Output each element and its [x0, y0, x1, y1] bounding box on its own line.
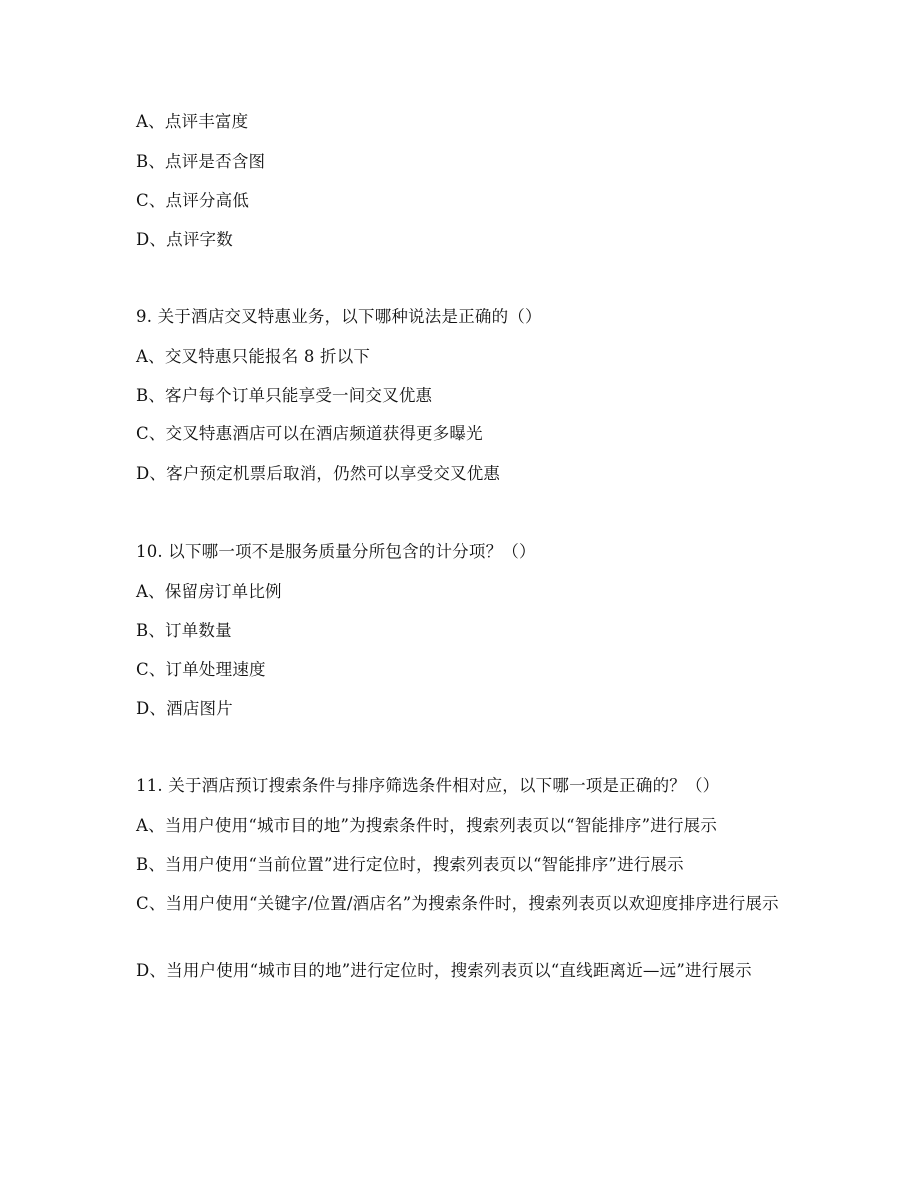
- q11-option-d: D、当用户使用“城市目的地”进行定位时，搜索列表页以“直线距离近—远”进行展示: [136, 961, 752, 980]
- q10-option-a: A、保留房订单比例: [136, 582, 282, 601]
- q9-option-b: B、客户每个订单只能享受一间交叉优惠: [136, 386, 433, 405]
- q8-option-a: A、点评丰富度: [136, 112, 249, 131]
- q10-option-d: D、酒店图片: [136, 699, 233, 718]
- q8-option-c: C、点评分高低: [136, 191, 250, 210]
- q11-question: 11. 关于酒店预订搜索条件与排序筛选条件相对应，以下哪一项是正确的？（）: [136, 776, 720, 795]
- q11-option-b: B、当用户使用“当前位置”进行定位时，搜索列表页以“智能排序”进行展示: [136, 855, 684, 874]
- q8-option-b: B、点评是否含图: [136, 152, 266, 171]
- q9-option-d: D、客户预定机票后取消，仍然可以享受交叉优惠: [136, 464, 501, 483]
- q10-question: 10. 以下哪一项不是服务质量分所包含的计分项？（）: [136, 542, 536, 561]
- q8-option-d: D、点评字数: [136, 230, 233, 249]
- q10-option-b: B、订单数量: [136, 621, 232, 640]
- q10-option-c: C、订单处理速度: [136, 660, 266, 679]
- q11-option-a: A、当用户使用“城市目的地”为搜索条件时，搜索列表页以“智能排序”进行展示: [136, 816, 718, 835]
- q9-option-a: A、交叉特惠只能报名 8 折以下: [136, 347, 371, 366]
- q9-question: 9. 关于酒店交叉特惠业务，以下哪种说法是正确的（）: [136, 307, 542, 326]
- q9-option-c: C、交叉特惠酒店可以在酒店频道获得更多曝光: [136, 424, 483, 443]
- q11-option-c: C、当用户使用“关键字/位置/酒店名”为搜索条件时，搜索列表页以欢迎度排序进行展示: [136, 894, 779, 913]
